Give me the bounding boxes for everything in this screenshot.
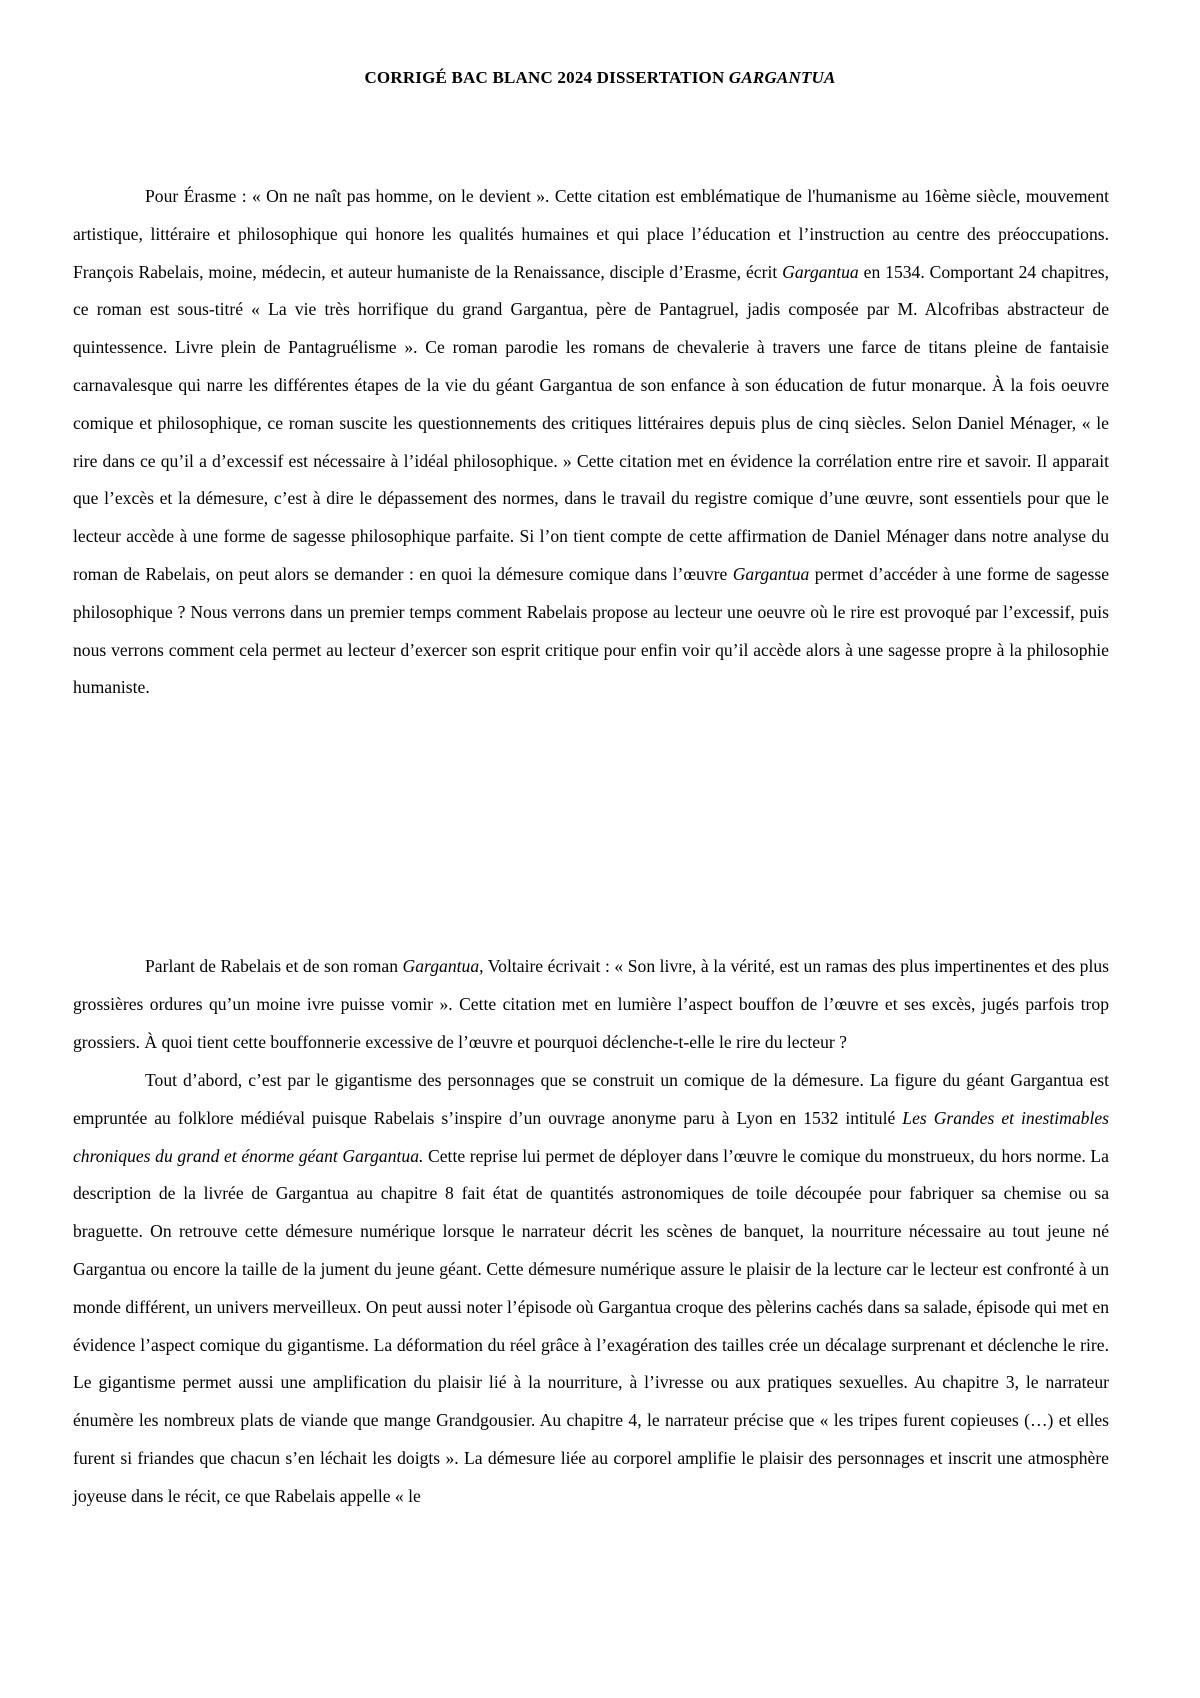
part-one-intro-paragraph xyxy=(73,948,1109,1061)
part-one-italic-1: Gargantua, xyxy=(402,956,484,976)
intro-text-1: Pour Érasme : « On ne naît pas homme, on le devient ». Cette citation est emblématique de l'humanisme au 16ème siècle, mouvement artistique, littéraire et philosophique qui honore les qualités humaines et qui place l’éducation et l’instruction au centre des préoccupations. François Rabelais, moine, médecin, et auteur humaniste de la Renaissance, disciple d’Erasme, écrit xyxy=(73,186,1109,282)
title-text: CORRIGÉ BAC BLANC 2024 DISSERTATION xyxy=(364,68,729,87)
intro-text-2: en 1534. Comportant 24 chapitres, ce roman est sous-titré « La vie très horrifique du grand Gargantua, père de Pantagruel, jadis composée par M. Alcofribas abstracteur de quintessence. Livre plein de Pantagruélisme ». Ce roman parodie les romans de chevalerie à travers une farce de titans pleine de fantaisie carnavalesque qui narre les différentes étapes de la vie du géant Gargantua de son enfance à son éducation de futur monarque. À la fois oeuvre comique et philosophique, ce roman suscite les questionnements des critiques littéraires depuis plus de cinq siècles. Selon Daniel Ménager, « le rire dans ce qu’il a d’excessif est nécessaire à l’idéal philosophique. » Cette citation met en évidence la corrélation entre rire et savoir. Il apparait que l’excès et la démesure, c’est à dire le dépassement des normes, dans le travail du registre comique d’une œuvre, sont essentiels pour que le lecteur accède à une forme de sagesse philosophique parfaite. Si l’on tient compte de cette affirmation de Daniel Ménager dans notre analyse du roman de Rabelais, on peut alors se demander : en quoi la démesure comique dans l’œuvre xyxy=(73,261,1110,584)
part-one-text-1: Parlant de Rabelais et de son roman xyxy=(145,956,403,976)
title-italic-text: GARGANTUA xyxy=(728,68,836,87)
intro-italic-1: Gargantua xyxy=(782,261,859,282)
argument-italic-1: Les Grandes et inestimables chroniques du grand et énorme géant Gargantua. xyxy=(73,1107,1109,1166)
first-argument-paragraph xyxy=(73,1062,1109,1516)
argument-text-1: Tout d’abord, c’est par le gigantisme des personnages que se construit un comique de la démesure. La figure du géant Gargantua est empruntée au folklore médiéval puisque Rabelais s’inspire d’un ouvrage anonyme paru à Lyon en 1532 intitulé xyxy=(73,1070,1109,1128)
argument-text-2: Cette reprise lui permet de déployer dans l’œuvre le comique du monstrueux, du hors norme. La description de la livrée de Gargantua au chapitre 8 fait état de quantités astronomiques de toile découpée pour fabriquer sa chemise ou sa braguette. On retrouve cette démesure numérique lorsque le narrateur décrit les scènes de banquet, la nourriture nécessaire au tout jeune né Gargantua ou encore la taille de la jument du jeune géant. Cette démesure numérique assure le plaisir de la lecture car le lecteur est confronté à un monde différent, un univers merveilleux. On peut aussi noter l’épisode où Gargantua croque des pèlerins cachés dans sa salade, épisode qui met en évidence l’aspect comique du gigantisme. La déformation du réel grâce à l’exagération des tailles crée un décalage surprenant et déclenche le rire. Le gigantisme permet aussi une amplification du plaisir lié à la nourriture, à l’ivresse ou aux pratiques sexuelles. Au chapitre 3, le narrateur énumère les nombreux plats de viande que mange Grandgousier. Au chapitre 4, le narrateur précise que « les tripes furent copieuses (…) et elles furent si friandes que chacun s’en léchait les doigts ». La démesure liée au corporel amplifie le plaisir des personnages et inscrit une atmosphère joyeuse dans le récit, ce que Rabelais appelle « le xyxy=(73,1145,1109,1506)
intro-italic-2: Gargantua xyxy=(732,563,810,584)
part-one-text-2: Voltaire écrivait : « Son livre, à la vérité, est un ramas des plus impertinentes et des plus grossières ordures qu’un moine ivre puisse vomir ». Cette citation met en lumière l’aspect bouffon de l’œuvre et ses excès, jugés parfois trop grossiers. À quoi tient cette bouffonnerie excessive de l’œuvre et pourquoi déclenche-t-elle le rire du lecteur ? xyxy=(73,956,1109,1052)
intro-text-3: permet d’accéder à une forme de sagesse philosophique ? Nous verrons dans un premier temps comment Rabelais propose au lecteur une oeuvre où le rire est provoqué par l’excessif, puis nous verrons comment cela permet au lecteur d’exercer son esprit critique pour enfin voir qu’il accède alors à une sagesse propre à la philosophie humaniste. xyxy=(73,563,1109,698)
document-title xyxy=(0,68,1200,88)
introduction-paragraph xyxy=(73,178,1109,707)
